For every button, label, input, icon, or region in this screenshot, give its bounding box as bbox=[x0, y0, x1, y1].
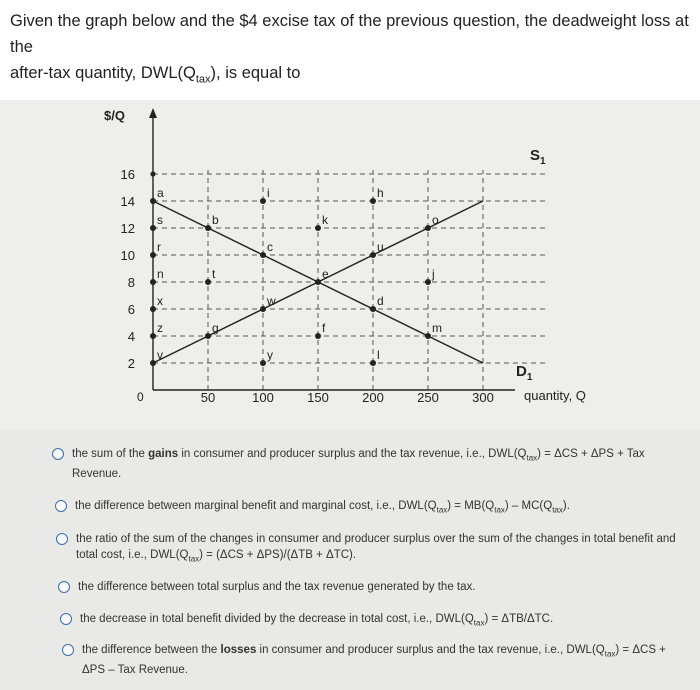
x-tick-label: 50 bbox=[200, 390, 216, 405]
graph-point-label: g bbox=[212, 321, 219, 335]
answer-option[interactable] bbox=[56, 531, 676, 567]
graph-point-label: u bbox=[377, 240, 384, 254]
option-text bbox=[80, 611, 553, 631]
x-tick-label: 250 bbox=[417, 390, 439, 405]
graph-point-l bbox=[370, 360, 376, 366]
graph-point-label: m bbox=[432, 321, 442, 335]
answer-option[interactable] bbox=[60, 611, 680, 631]
graph-point-label: s bbox=[157, 213, 163, 227]
option-text-part: ). bbox=[562, 500, 570, 512]
point-layer bbox=[150, 186, 442, 366]
graph-point-label: l bbox=[377, 348, 380, 362]
answer-option[interactable] bbox=[62, 642, 672, 678]
option-text bbox=[72, 446, 672, 482]
option-text-part: ) = ΔCS + ΔPS – Tax Revenue. bbox=[82, 644, 666, 677]
option-text-part: the ratio of the sum of the changes in consumer and producer surplus over the sum of the changes in total benefit and total cost, i.e., DWL(Q bbox=[76, 533, 676, 561]
graph-point-label: c bbox=[267, 240, 273, 254]
supply-label bbox=[530, 147, 546, 167]
question-line-2 bbox=[10, 60, 690, 92]
answer-option[interactable] bbox=[58, 579, 678, 595]
y-tick-label: 16 bbox=[120, 167, 135, 182]
option-subscript: tax bbox=[494, 505, 505, 515]
option-text-part: ) = ΔCS + ΔPS + Tax Revenue. bbox=[72, 448, 645, 481]
graph-point-d bbox=[370, 306, 376, 312]
option-subscript: tax bbox=[188, 554, 200, 564]
graph-point-label: a bbox=[157, 186, 164, 200]
option-text-part: ) = MB(Q bbox=[447, 500, 495, 512]
answer-option[interactable] bbox=[52, 446, 672, 482]
question-line-2-post: ), is equal to bbox=[210, 64, 301, 82]
graph-point-label: r bbox=[157, 240, 161, 254]
y-tick-label: 14 bbox=[120, 194, 135, 209]
supply-demand-graph bbox=[0, 100, 700, 430]
graph-point-r bbox=[150, 252, 156, 258]
option-text-part: ) – MC(Q bbox=[504, 500, 553, 512]
graph-point-h bbox=[370, 198, 376, 204]
graph-point-u bbox=[370, 252, 376, 258]
graph-point-label: d bbox=[377, 294, 384, 308]
option-text-part: the difference between marginal benefit and marginal cost, i.e., DWL(Q bbox=[75, 500, 437, 512]
graph-point-n bbox=[150, 279, 156, 285]
tick-layer bbox=[121, 167, 494, 405]
answer-option[interactable] bbox=[55, 498, 675, 518]
y-axis-label: $/Q bbox=[104, 108, 125, 123]
graph-point-s bbox=[150, 225, 156, 231]
y-tick-label: 12 bbox=[120, 221, 135, 236]
graph-point-w bbox=[260, 306, 266, 312]
option-emphasis: gains bbox=[148, 448, 179, 460]
y-tick-label: 2 bbox=[127, 356, 135, 371]
chart-svg bbox=[0, 100, 700, 430]
graph-point-e bbox=[315, 279, 321, 285]
demand-label bbox=[516, 363, 533, 383]
demand-label-main: D bbox=[516, 363, 527, 380]
question-text bbox=[10, 8, 690, 92]
x-tick-label: 100 bbox=[252, 390, 274, 405]
radio-button[interactable] bbox=[60, 613, 72, 625]
answer-options bbox=[0, 430, 700, 690]
graph-point-g bbox=[205, 333, 211, 339]
question-line-2-pre: after-tax quantity, DWL(Q bbox=[10, 64, 196, 82]
radio-button[interactable] bbox=[56, 533, 68, 545]
radio-button[interactable] bbox=[52, 448, 64, 460]
radio-button[interactable] bbox=[58, 581, 70, 593]
graph-point-label: i bbox=[267, 186, 270, 200]
option-subscript: tax bbox=[526, 453, 538, 463]
graph-point-label: o bbox=[432, 213, 439, 227]
option-text bbox=[82, 642, 672, 678]
option-subscript: tax bbox=[552, 505, 563, 515]
graph-point-m bbox=[425, 333, 431, 339]
origin-label: 0 bbox=[137, 390, 144, 404]
graph-point-label: n bbox=[157, 267, 164, 281]
graph-point-a bbox=[150, 198, 156, 204]
axis-layer bbox=[104, 108, 586, 404]
option-text-part: ) = ΔTB/ΔTC. bbox=[484, 613, 554, 625]
radio-button[interactable] bbox=[55, 500, 67, 512]
option-text-part: in consumer and producer surplus and the tax revenue, i.e., DWL(Q bbox=[256, 644, 605, 656]
option-text bbox=[76, 531, 676, 567]
graph-point-t bbox=[205, 279, 211, 285]
graph-point-i bbox=[260, 198, 266, 204]
option-text-part: the sum of the bbox=[72, 448, 149, 460]
y-tick-label: 8 bbox=[127, 275, 135, 290]
graph-point-label: z bbox=[157, 321, 163, 335]
supply-label-main: S bbox=[530, 147, 541, 164]
option-emphasis: losses bbox=[220, 644, 257, 656]
option-text bbox=[78, 579, 475, 595]
graph-point-label: y bbox=[267, 348, 273, 362]
supply-label-sub: 1 bbox=[540, 156, 546, 167]
y-tick-dot bbox=[150, 171, 155, 176]
graph-point-j bbox=[425, 279, 431, 285]
option-text-part: in consumer and producer surplus and the tax revenue, i.e., DWL(Q bbox=[178, 448, 527, 460]
option-text bbox=[75, 498, 570, 518]
option-text-part: the difference between total surplus and the tax revenue generated by the tax. bbox=[78, 581, 476, 593]
radio-button[interactable] bbox=[62, 644, 74, 656]
graph-point-label: t bbox=[212, 267, 216, 281]
question-line-2-sub: tax bbox=[195, 73, 211, 86]
x-tick-label: 150 bbox=[307, 390, 329, 405]
y-tick-label: 6 bbox=[127, 302, 135, 317]
y-axis-arrow-icon bbox=[149, 108, 157, 118]
graph-point-b bbox=[205, 225, 211, 231]
question-line-1: Given the graph below and the $4 excise tax of the previous question, the deadweight loss at the bbox=[10, 12, 689, 56]
graph-point-f bbox=[315, 333, 321, 339]
graph-point-label: k bbox=[322, 213, 328, 227]
graph-point-label: v bbox=[157, 348, 163, 362]
y-tick-label: 10 bbox=[120, 248, 135, 263]
curve-layer bbox=[153, 147, 546, 383]
graph-point-label: f bbox=[322, 321, 326, 335]
graph-point-x bbox=[150, 306, 156, 312]
option-subscript: tax bbox=[604, 649, 616, 659]
graph-point-label: x bbox=[157, 294, 163, 308]
option-text-part: ) = (ΔCS + ΔPS)/(ΔTB + ΔTC). bbox=[199, 549, 357, 561]
option-subscript: tax bbox=[473, 618, 485, 628]
demand-label-sub: 1 bbox=[526, 372, 533, 383]
graph-point-label: h bbox=[377, 186, 384, 200]
graph-point-z bbox=[150, 333, 156, 339]
graph-point-label: j bbox=[432, 267, 435, 281]
graph-point-label: b bbox=[212, 213, 219, 227]
x-tick-label: 200 bbox=[362, 390, 384, 405]
graph-point-k bbox=[315, 225, 321, 231]
graph-point-y bbox=[260, 360, 266, 366]
option-text-part: the decrease in total benefit divided by the decrease in total cost, i.e., DWL(Q bbox=[80, 613, 474, 625]
graph-point-v bbox=[150, 360, 156, 366]
graph-point-o bbox=[425, 225, 431, 231]
graph-point-label: e bbox=[322, 267, 329, 281]
x-axis-label: quantity, Q bbox=[524, 388, 586, 403]
x-tick-label: 300 bbox=[472, 390, 494, 405]
y-tick-label: 4 bbox=[127, 329, 135, 344]
option-text-part: the difference between the bbox=[82, 644, 221, 656]
graph-point-c bbox=[260, 252, 266, 258]
option-subscript: tax bbox=[436, 505, 448, 515]
graph-point-label: w bbox=[267, 294, 276, 308]
